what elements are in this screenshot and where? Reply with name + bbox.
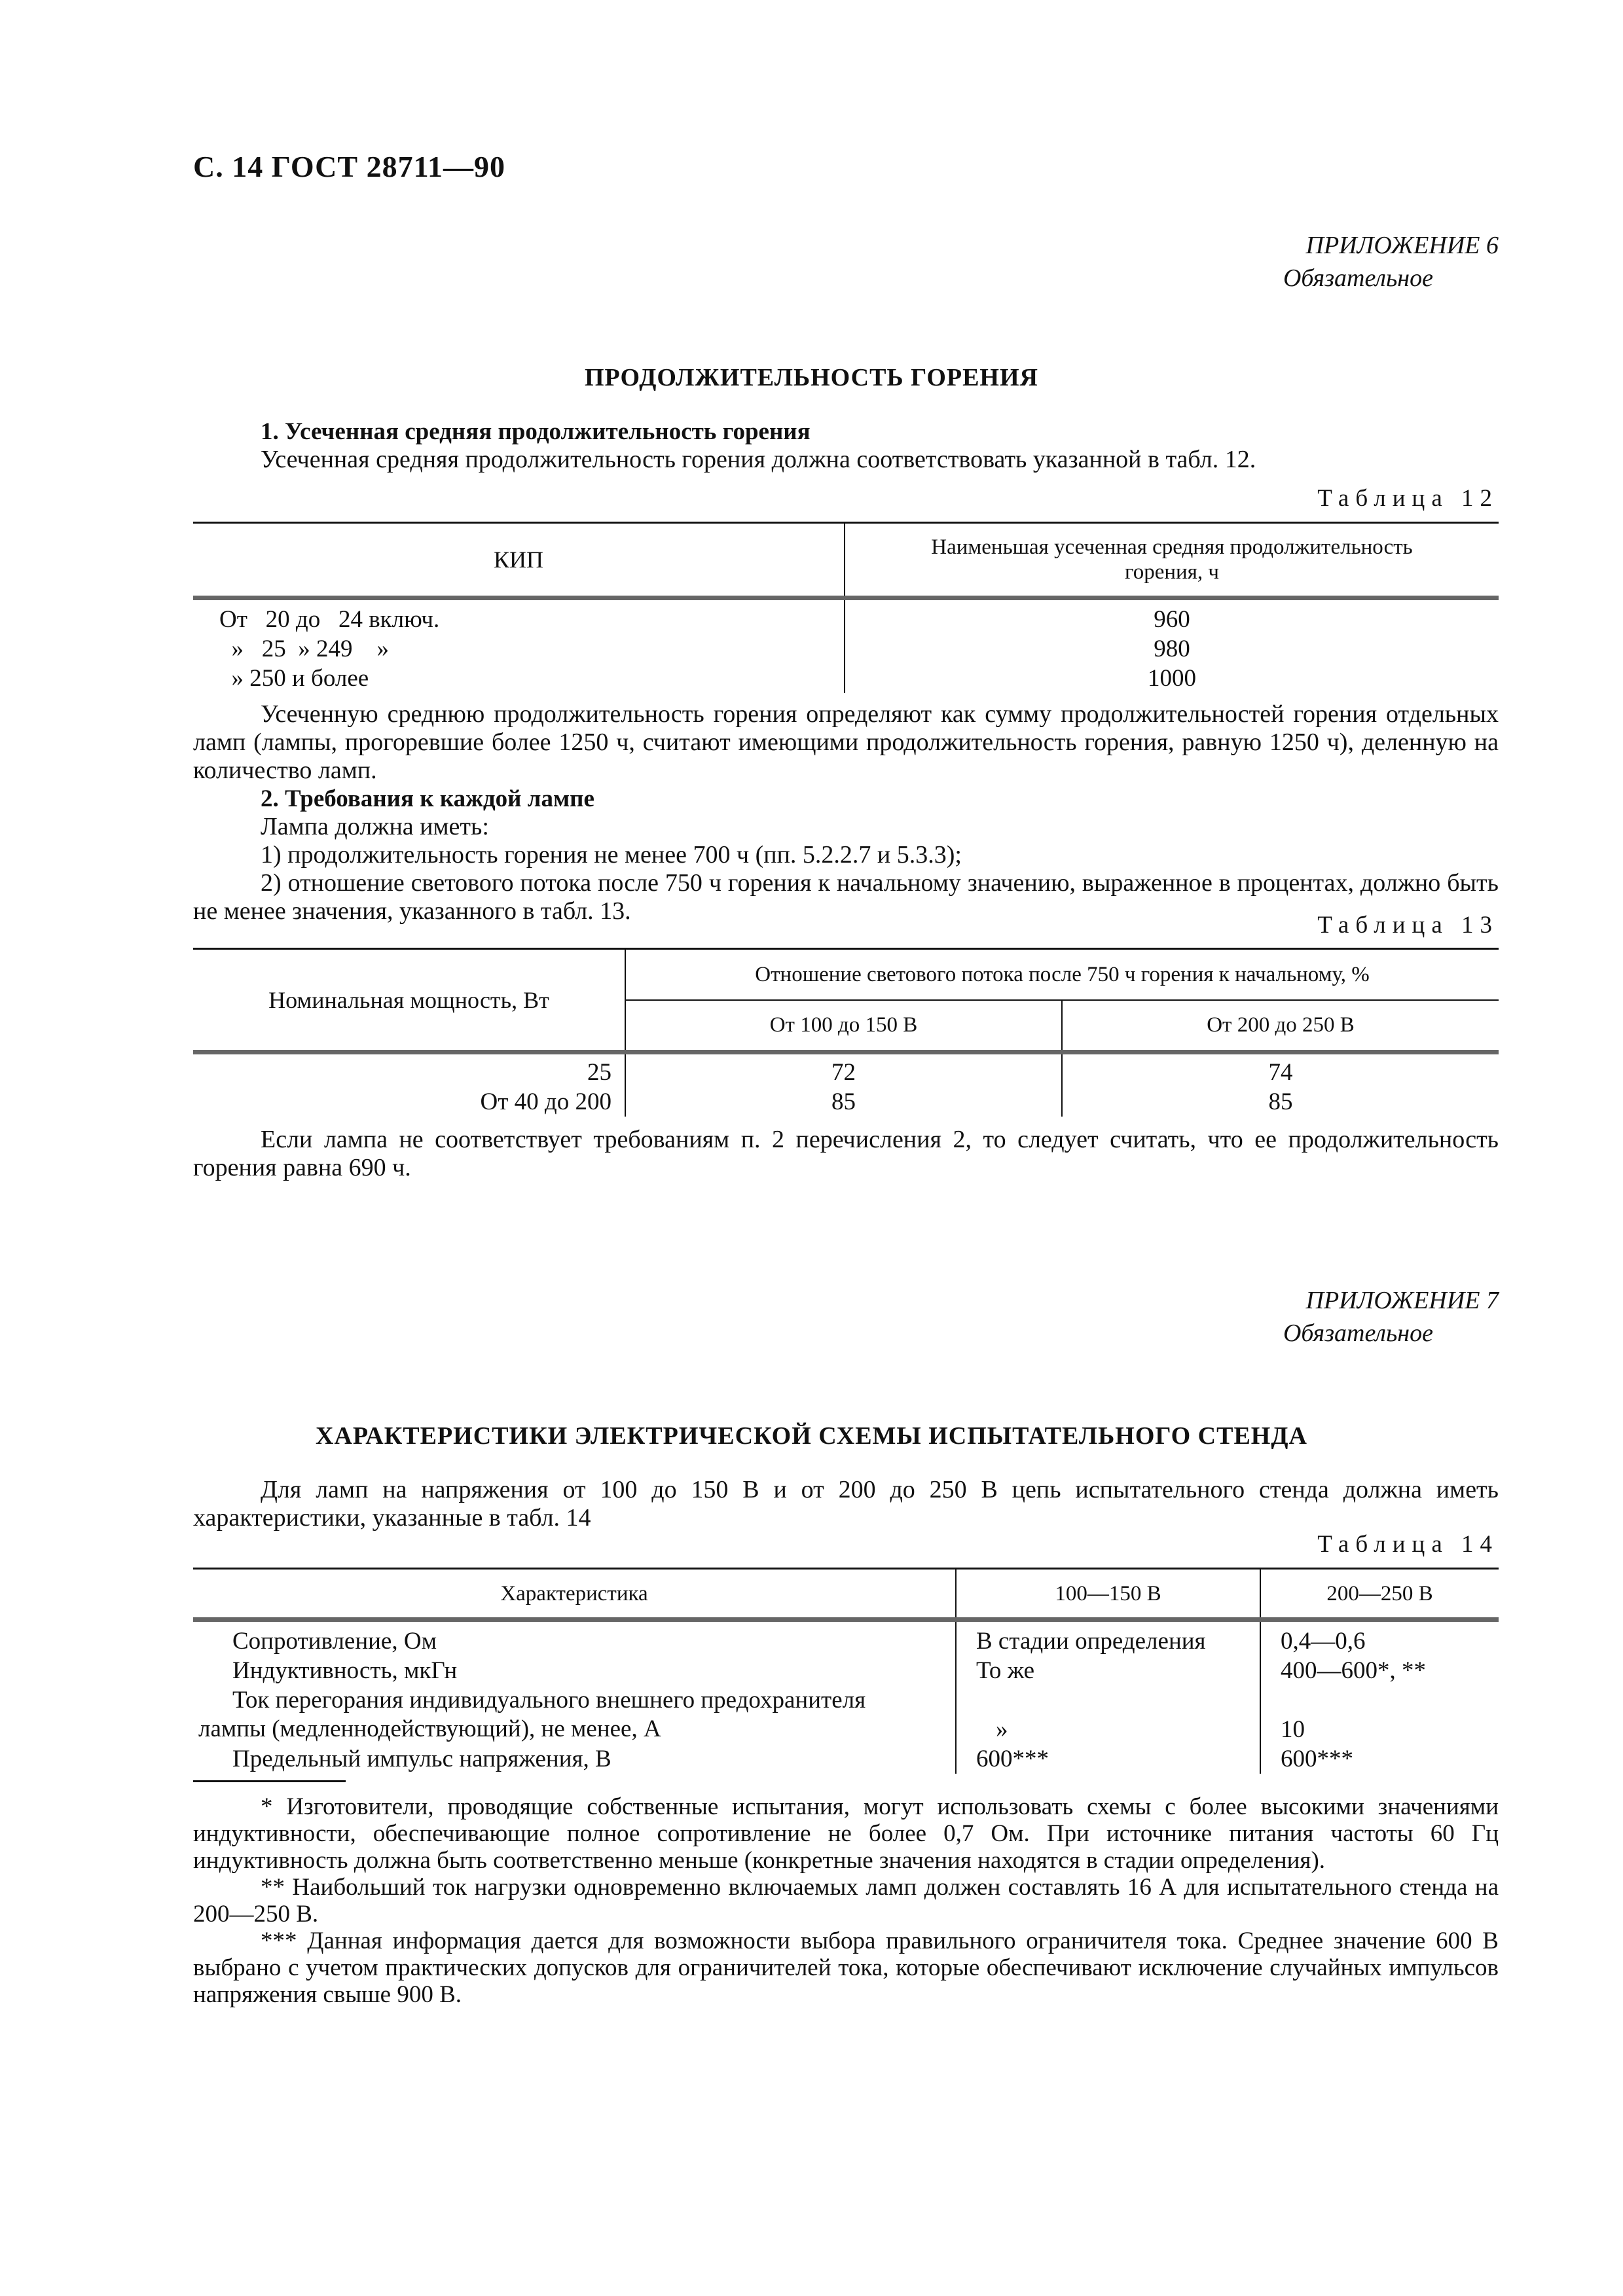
table-row (193, 598, 1499, 635)
table-12-header-duration: Наименьшая усеченная средняя продолжительность горения, ч (931, 535, 1413, 584)
table-14-cell-200-250: 0,4—0,6 (1281, 1628, 1366, 1655)
table-12-cell-kip: » 250 и более (193, 664, 845, 693)
table-12-caption: Таблица 12 (1317, 485, 1499, 512)
annex-6-status: Обязательное (1283, 264, 1433, 292)
table-row (193, 1744, 1499, 1774)
table-12-cell-kip: От 20 до 24 включ. (193, 598, 845, 635)
table-12-cell-duration: 1000 (1148, 665, 1196, 692)
table-12-cell-duration: 960 (1154, 606, 1190, 633)
annex-6-label (1283, 229, 1499, 295)
annex-7-label (1283, 1284, 1499, 1350)
table-14-cell-characteristic-line-1: Ток перегорания индивидуального внешнего предохранителя (232, 1687, 866, 1713)
annex-7-intro (193, 1476, 1499, 1532)
table-14-cell-200-250: 600*** (1281, 1746, 1353, 1772)
paragraph: Для ламп на напряжения от 100 до 150 В и от 200 до 250 В цепь испытательного стенда должна иметь характеристики, указанные в табл. 14 (193, 1476, 1499, 1532)
table-13-cell-200-250: 85 (1268, 1088, 1293, 1115)
footnote-2: ** Наибольший ток нагрузки одновременно включаемых ламп должен составлять 16 А для испытательного стенда на 200—250 В. (193, 1874, 1499, 1928)
table-14-cell-100-150: То же (956, 1656, 1260, 1685)
table-14-cell-100-150: 600*** (956, 1744, 1260, 1774)
table-row (193, 1656, 1499, 1685)
footnote-1: * Изготовители, проводящие собственные испытания, могут использовать схемы с более высокими значениями индуктивности, обеспечивающие полное сопротивление не более 0,7 Ом. При источнике питания частоты 60 Гц индуктивность должна быть соответственно меньше (конкретные значения находятся в стадии определения). (193, 1793, 1499, 1874)
table-12-cell-duration: 980 (1154, 636, 1190, 662)
table-14-cell-100-150: » (956, 1685, 1260, 1744)
table-row (193, 634, 1499, 664)
table-13-cell-200-250: 74 (1268, 1059, 1293, 1086)
table-14-caption: Таблица 14 (1317, 1531, 1499, 1558)
section-2-note (193, 1126, 1499, 1182)
footnote-separator (193, 1780, 346, 1782)
table-14-cell-characteristic (193, 1685, 956, 1744)
annex-7-title: ХАРАКТЕРИСТИКИ ЭЛЕКТРИЧЕСКОЙ СХЕМЫ ИСПЫТАТЕЛЬНОГО СТЕНДА (316, 1422, 1307, 1450)
table-row (193, 1087, 1499, 1117)
table-14-cell-200-250: 400—600*, ** (1281, 1657, 1426, 1684)
section-2-heading: 2. Требования к каждой лампе (261, 785, 594, 812)
paragraph: Если лампа не соответствует требованиям п. 2 перечисления 2, то следует считать, что ее продолжительность горения равна 690 ч. (193, 1126, 1499, 1181)
section-1 (193, 418, 1499, 474)
table-14 (193, 1568, 1499, 1774)
table-14-cell-characteristic: Предельный импульс напряжения, В (193, 1744, 956, 1774)
table-row (193, 1685, 1499, 1744)
table-13 (193, 948, 1499, 1117)
section-2-intro: Лампа должна иметь: (261, 813, 489, 840)
table-14-cell-characteristic-line-2: лампы (медленнодействующий), не менее, А (198, 1715, 661, 1742)
table-13-caption: Таблица 13 (1317, 912, 1499, 939)
section-1-text: Усеченная средняя продолжительность горения должна соответствовать указанной в табл. 12. (261, 446, 1256, 473)
table-13-header-power: Номинальная мощность, Вт (193, 949, 625, 1052)
table-14-header-characteristic: Характеристика (193, 1569, 956, 1620)
annex-7-status: Обязательное (1283, 1319, 1433, 1347)
table-13-header-200-250: От 200 до 250 В (1207, 1013, 1355, 1037)
annex-7-number: ПРИЛОЖЕНИЕ 7 (1305, 1287, 1499, 1314)
annex-6-number: ПРИЛОЖЕНИЕ 6 (1305, 232, 1499, 259)
paragraph: Усеченную среднюю продолжительность горения определяют как сумму продолжительностей горения отдельных ламп (лампы, прогоревшие более 1250 ч, считают имеющими продолжительность горения, равную 1250 ч), деленную на количество ламп. (193, 700, 1499, 784)
footnote-3: *** Данная информация дается для возможности выбора правильного ограничителя тока. Среднее значение 600 В выбрано с учетом практических допусков для ограничителей тока, которые обеспечивают исключение случайных импульсов напряжения свыше 900 В. (193, 1928, 1499, 2008)
table-12-header-kip: КИП (193, 523, 845, 598)
table-13-cell-power: От 40 до 200 (193, 1087, 625, 1117)
page-header: С. 14 ГОСТ 28711—90 (193, 150, 506, 183)
table-13-cell-100-150: 72 (625, 1052, 1062, 1088)
section-1-heading: 1. Усеченная средняя продолжительность горения (261, 418, 811, 445)
table-14-cell-100-150: В стадии определения (956, 1620, 1260, 1657)
table-row (193, 1620, 1499, 1657)
table-14-cell-characteristic: Сопротивление, Ом (193, 1620, 956, 1657)
section-2-item-2: 2) отношение светового потока после 750 ч горения к начальному значению, выраженное в процентах, должно быть не менее значения, указанного в табл. 13. (193, 869, 1499, 925)
section-1-explanation (193, 700, 1499, 925)
footnotes (193, 1793, 1499, 2008)
section-2-item-1: 1) продолжительность горения не менее 700 ч (пп. 5.2.2.7 и 5.3.3); (261, 841, 962, 869)
table-14-cell-200-250: 10 (1281, 1716, 1305, 1743)
table-13-cell-power: 25 (193, 1052, 625, 1088)
table-13-cell-100-150: 85 (625, 1087, 1062, 1117)
table-13-header-ratio: Отношение светового потока после 750 ч горения к начальному, % (625, 949, 1499, 1000)
table-12 (193, 522, 1499, 693)
table-13-header-100-150: От 100 до 150 В (625, 1000, 1062, 1052)
table-12-cell-kip: » 25 » 249 » (193, 634, 845, 664)
table-14-header-100-150: 100—150 В (956, 1569, 1260, 1620)
table-row (193, 1052, 1499, 1088)
table-14-cell-characteristic: Индуктивность, мкГн (193, 1656, 956, 1685)
table-row (193, 664, 1499, 693)
annex-6-title: ПРОДОЛЖИТЕЛЬНОСТЬ ГОРЕНИЯ (585, 364, 1038, 391)
table-14-header-200-250: 200—250 В (1326, 1581, 1433, 1605)
